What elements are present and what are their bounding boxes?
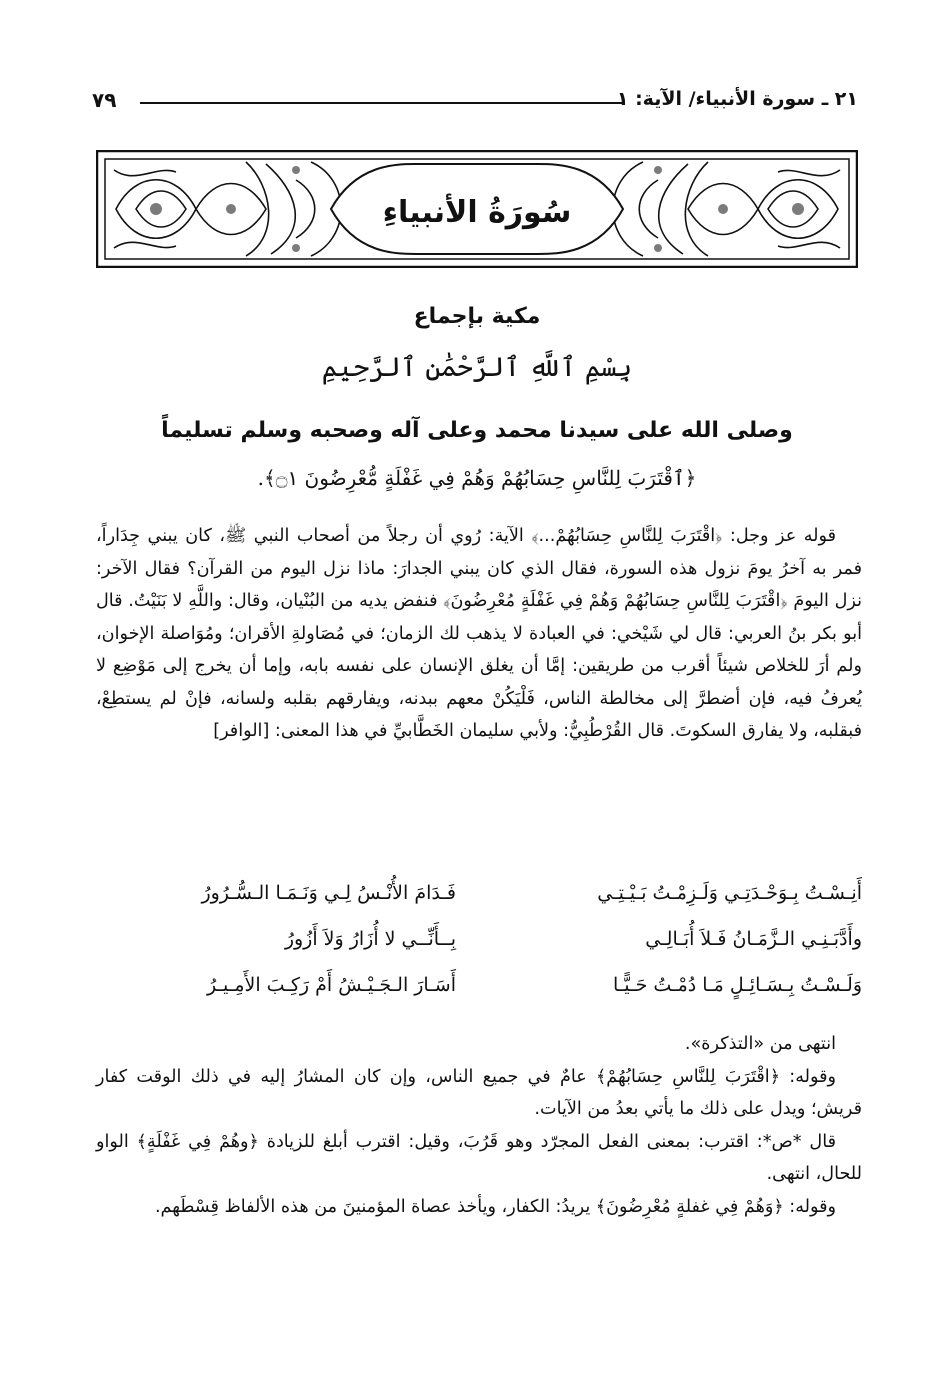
poem-hemistich-left: فَـدَامَ الأُنْـسُ لِـي وَنَـمَـا الـسُّـرُورُ bbox=[201, 882, 456, 904]
banner-title: سُورَةُ الأنبياءِ bbox=[382, 195, 572, 230]
poem-hemistich-right: وأَدَّبَـنِـي الـزَّمَـانُ فَـلاَ أُبَـالِـي bbox=[645, 928, 862, 950]
poem-hemistich-right: وَلَـسْـتُ بِـسَـائِـلٍ مَـا دُمْـتُ حَـيًّـا bbox=[612, 974, 862, 996]
ornament-frame-icon bbox=[96, 150, 858, 268]
page-number: ٧٩ bbox=[92, 88, 117, 112]
salawat-line: وصلى الله على سيدنا محمد وعلى آله وصحبه وسلم تسليماً bbox=[161, 418, 793, 443]
paragraph: قال *ص*: اقترب: بمعنى الفعل المجرّد وهو قَرُبَ، وقيل: اقترب أبلغ للزيادة ﴿وهُمْ فِي غَفْلَةٍ﴾ الواو للحال، انتهى. bbox=[96, 1131, 862, 1184]
commentary-before-poem bbox=[96, 520, 862, 748]
surah-banner bbox=[96, 150, 858, 268]
poem bbox=[96, 882, 862, 1020]
poem-hemistich-left: بِــأَنِّــي لا أُزَارُ وَلاَ أَزُورُ bbox=[284, 928, 456, 950]
paragraph: قوله عز وجل: ﴿اقْتَرَبَ لِلنَّاسِ حِسَابُهُمْ...﴾ الآية: رُوي أن رجلاً من أصحاب النبي ﷺ، كان يبني جِدَاراً، فمر به آخرُ يومَ نزول هذه السورة، فقال الذي كان يبني الجدارَ: ماذا نزل اليوم من القرآن؟ فقال الآخر: نزل اليومَ ﴿اقْتَرَبَ لِلنَّاسِ حِسَابُهُمْ وَهُمْ فِي غَفْلَةٍ مُعْرِضُونَ﴾ فنفض يديه من البُنْيان، وقال: واللَّهِ لا بَنَيْتُ. قال أبو بكر بنُ العربي: قال لي شَيْخي: في العبادة لا يذهب لك الزمان؛ في مُصَاولةِ الأقران؛ ومُوَاصلة الإخوان، ولم أرَ للخلاص شيئاً أقرب من طريقين: إمَّا أن يغلق الإنسان على نفسه بابه، وإما أن يخرج إلى مَوْضِع لا يُعرفُ فيه، فإن أضطرَّ إلى مخالطة الناس، فَلْيَكُنْ معهم ببدنه، ويفارقهم بقلبه ولسانه، فإنْ لم يستطِعْ، فبقلبه، ولا يفارق السكوتَ. قال القُرْطُبِيُّ: ولأبي سليمان الخَطَّابيِّ في هذا المعنى: [الوافر] bbox=[96, 526, 862, 741]
poem-verse bbox=[96, 882, 862, 928]
header-rule bbox=[140, 102, 623, 104]
paragraph: انتهى من «التذكرة». bbox=[684, 1034, 836, 1054]
commentary-after-poem bbox=[96, 1028, 862, 1223]
poem-hemistich-left: أَسَـارَ الـجَـيْـشُ أَمْ رَكِـبَ الأَمِـيـرُ bbox=[206, 974, 456, 996]
running-header bbox=[92, 88, 858, 118]
basmala: بِسْمِ ٱللَّهِ ٱلرَّحْمَٰنِ ٱلرَّحِيمِ bbox=[321, 352, 633, 383]
poem-verse bbox=[96, 928, 862, 974]
paragraph: وقوله: ﴿وَهُمْ فِي غفلةٍ مُعْرِضُونَ﴾ يريدُ: الكفار، ويأخذ عصاة المؤمنينَ من هذه الألفاظ قِسْطَهم. bbox=[154, 1196, 836, 1217]
makkia-label: مكية بإجماع bbox=[413, 304, 541, 329]
paragraph: وقوله: ﴿اقْتَرَبَ لِلنَّاسِ حِسَابُهُمْ﴾ عامٌ في جميع الناس، وإن كان المشارُ إليه في ذلك الوقت كفار قريش؛ ويدل على ذلك ما يأتي بعدُ من الآيات. bbox=[96, 1066, 862, 1119]
poem-hemistich-right: أَنِـسْـتُ بِـوَحْـدَتِـي وَلَـزِمْـتُ بَـيْـتِـي bbox=[597, 882, 862, 904]
poem-verse bbox=[96, 974, 862, 1020]
running-header-title: ٢١ ـ سورة الأنبياء/ الآية: ١ bbox=[616, 88, 858, 110]
opening-verse: ﴿ٱقْتَرَبَ لِلنَّاسِ حِسَابُهُمْ وَهُمْ فِي غَفْلَةٍ مُّعْرِضُونَ ۝١﴾. bbox=[257, 466, 697, 490]
